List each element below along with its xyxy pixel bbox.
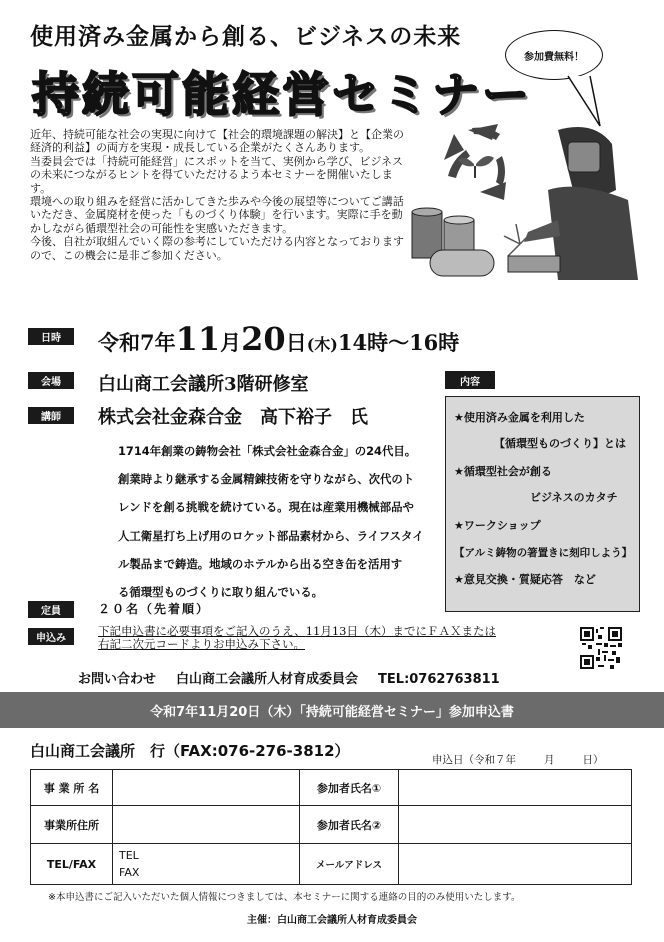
participant2-field[interactable]	[399, 806, 632, 844]
company-field[interactable]	[113, 770, 300, 806]
cans-icon	[412, 208, 494, 276]
contact-org: 白山商工会議所人材育成委員会	[176, 672, 359, 687]
form-band	[0, 692, 664, 728]
event-date	[98, 320, 459, 358]
day-label: 日）	[582, 754, 604, 766]
apply-deadline: 11月13日（木）までにＦＡＸまたは	[305, 624, 496, 638]
date-label: 申込日（令和７年	[432, 754, 516, 766]
day-unit: 日	[285, 330, 307, 355]
recycling-illustration	[408, 120, 644, 290]
address-field[interactable]	[113, 806, 300, 844]
intro-paragraph: 今後、自社が取組んでいく際の参考にしていただける内容となっておりますので、この機会に是非ご参加ください。	[30, 235, 404, 262]
form-band-title: 令和7年11月20日（木）「持続可能経営セミナー」参加申込書	[150, 704, 514, 720]
month-unit: 月	[220, 330, 242, 355]
free-bubble	[505, 30, 603, 80]
bio-line: 人工衛星打ち上げ用のロケット部品素材から、ライフスタイ	[118, 528, 424, 543]
date-month: 11	[175, 320, 221, 358]
speaker-bio	[118, 437, 440, 606]
bio-line: レンドを創る挑戦を続けている。現在は産業用機械部品や	[118, 500, 414, 515]
content-item: ★使用済み金属を利用した	[454, 411, 585, 424]
contact-tel: TEL:0762763811	[378, 672, 500, 687]
privacy-note: ※本申込書にご記入いただいた個人情報につきましては、本セミナーに関する連絡の目的のみ使用いたします。	[48, 892, 521, 903]
venue-tag: 会場	[28, 372, 74, 389]
fax-label: FAX	[119, 866, 140, 879]
application-date	[432, 752, 604, 767]
participant1-field[interactable]	[399, 770, 632, 806]
intro-text	[30, 128, 412, 262]
host-line: 主催：白山商工会議所人材育成委員会	[247, 915, 417, 926]
company-label: 事 業 所 名	[31, 770, 113, 806]
content-item: 【循環型ものづくり】とは	[494, 437, 626, 450]
qr-code[interactable]	[580, 627, 622, 669]
speaker-tag: 講師	[28, 407, 74, 424]
date-prefix: 令和7年	[98, 330, 176, 355]
free-bubble-text: 参加費無料！	[524, 51, 584, 63]
apply-line-2: 右記二次元コードよりお申込み下さい。	[98, 637, 305, 651]
address-label: 事業所住所	[31, 806, 113, 844]
content-item: ビジネスのカタチ	[530, 491, 618, 504]
weekday: (木)	[306, 335, 338, 354]
sprout-icon	[458, 156, 494, 178]
recycle-arrows-icon	[444, 124, 506, 200]
date-day: 20	[241, 320, 286, 358]
page-title: 持続可能経営セミナー	[32, 68, 532, 123]
bio-line: ル製品まで鋳造。地域のホテルから出る空き缶を活用す	[118, 556, 403, 571]
participant2-label: 参加者氏名②	[300, 806, 399, 844]
contact-label: お問い合わせ	[78, 672, 157, 687]
subtitle: 使用済み金属から創る、ビジネスの未来	[30, 24, 462, 50]
bio-line: 創業時より継承する金属精錬技術を守りながら、次代のト	[118, 472, 415, 487]
date-tag: 日時	[28, 328, 74, 345]
telfax-field[interactable]	[113, 844, 300, 885]
capacity-tag: 定員	[28, 601, 74, 618]
speaker: 株式会社金森合金 高下裕子 氏	[98, 407, 368, 428]
content-item: ★ワークショップ	[454, 519, 541, 532]
apply-instructions	[98, 625, 568, 651]
capacity: ２０名（先着順）	[98, 602, 211, 616]
bio-line: 1714年創業の鋳物会社「株式会社金森合金」の24代目。	[118, 444, 417, 458]
event-time: 14時～16時	[337, 330, 460, 355]
content-item: ★意見交換・質疑応答 など	[454, 573, 596, 586]
intro-paragraph: 環境への取り組みを経営に活かしてきた歩みや今後の展望等についてご講話いただき、金属廃材を使った「ものづくり体験」を行います。実際に手を動かしながら循環型社会の可能性を実感いただきます。	[30, 195, 404, 235]
email-label: メールアドレス	[300, 844, 399, 885]
intro-paragraph: 当委員会では「持続可能経営」にスポットを当て、実例から学び、ビジネスの未来につながるヒントを得ていただけるよう本セミナーを開催いたします。	[30, 154, 404, 195]
tel-label: TEL	[119, 849, 139, 862]
content-item: 【アルミ鋳物の箸置きに刻印しよう】	[454, 547, 633, 559]
email-field[interactable]	[399, 844, 632, 885]
contact-line	[78, 668, 520, 687]
participant1-label: 参加者氏名①	[300, 770, 399, 806]
apply-tag: 申込み	[28, 628, 74, 645]
telfax-label: TEL/FAX	[31, 844, 113, 885]
content-box	[445, 396, 640, 612]
bio-line: る循環型ものづくりに取り組んでいる。	[118, 585, 324, 600]
form-destination: 白山商工会議所 行（FAX:076-276-3812）	[30, 742, 350, 760]
content-item: ★循環型社会が創る	[454, 465, 552, 478]
month-label: 月	[544, 754, 555, 766]
intro-paragraph: 近年、持続可能な社会の実現に向けて【社会的環境課題の解決】と【企業の経済的利益】の両方を実現・成長している企業がたくさんあります。	[30, 128, 404, 155]
apply-text: 下記申込書に必要事項をご記入のうえ、	[98, 624, 306, 638]
application-form	[30, 769, 632, 885]
content-tag: 内容	[445, 371, 495, 389]
venue: 白山商工会議所3階研修室	[98, 374, 309, 395]
metal-block	[508, 256, 560, 272]
